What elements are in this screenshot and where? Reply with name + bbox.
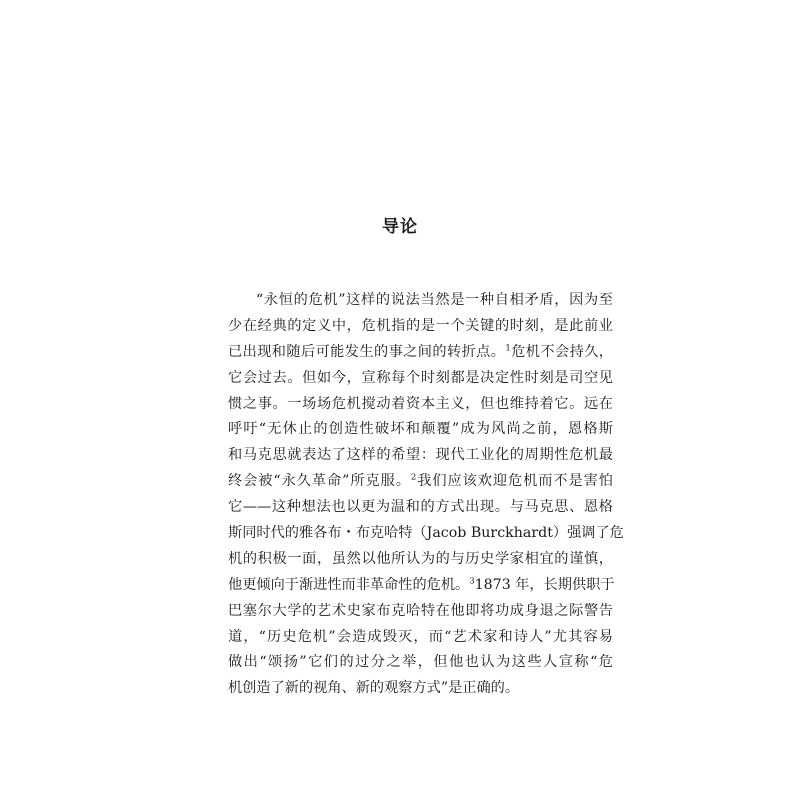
body-paragraph	[228, 288, 624, 702]
text-line: 呼吁“无休止的创造性破坏和颠覆”成为风尚之前，恩格斯	[228, 421, 613, 438]
text-line: 惯之事。一场场危机搅动着资本主义，但也维持着它。远在	[228, 395, 613, 412]
text-line: 它会过去。但如今，宣称每个时刻都是决定性时刻是司空见	[228, 369, 613, 386]
text-line: 机创造了新的视角、新的观察方式”是正确的。	[228, 680, 520, 697]
chapter-title: 导论	[382, 217, 418, 237]
footnote-marker[interactable]: 1	[505, 343, 511, 354]
text-line: 做出“颂扬”它们的过分之举，但他也认为这些人宣称“危	[228, 654, 613, 671]
text-line: “永恒的危机”这样的说法当然是一种自相矛盾，因为至	[256, 292, 613, 308]
text-line: 他更倾向于渐进性而非革命性的危机。$^3$1873 年，长期供职于	[228, 576, 615, 593]
footnote-marker[interactable]: 2	[410, 472, 417, 483]
text-line: 终会被“永久革命”所克服。$^2$我们应该欢迎危机而不是害怕	[228, 472, 613, 490]
text-line: 机的积极一面，虽然以他所认为的与历史学家相宜的谨慎，	[228, 550, 613, 567]
footnote-marker[interactable]: 3	[469, 576, 475, 587]
text-line: 少在经典的定义中，危机指的是一个关键的时刻，是此前业	[228, 317, 613, 334]
text-line: 斯同时代的雅各布・布克哈特（Jacob Burckhardt）强调了危	[228, 525, 624, 542]
text-line: 和马克思就表达了这样的希望：现代工业化的周期性危机最	[228, 447, 613, 464]
text-line: 已出现和随后可能发生的事之间的转折点。$^1$危机不会持久，	[228, 343, 613, 360]
text-line: 它——这种想法也以更为温和的方式出现。与马克思、恩格	[228, 499, 613, 516]
text-line: 道，“历史危机”会造成毁灭，而“艺术家和诗人”尤其容易	[228, 628, 613, 645]
text-line: 巴塞尔大学的艺术史家布克哈特在他即将功成身退之际警告	[228, 602, 613, 619]
